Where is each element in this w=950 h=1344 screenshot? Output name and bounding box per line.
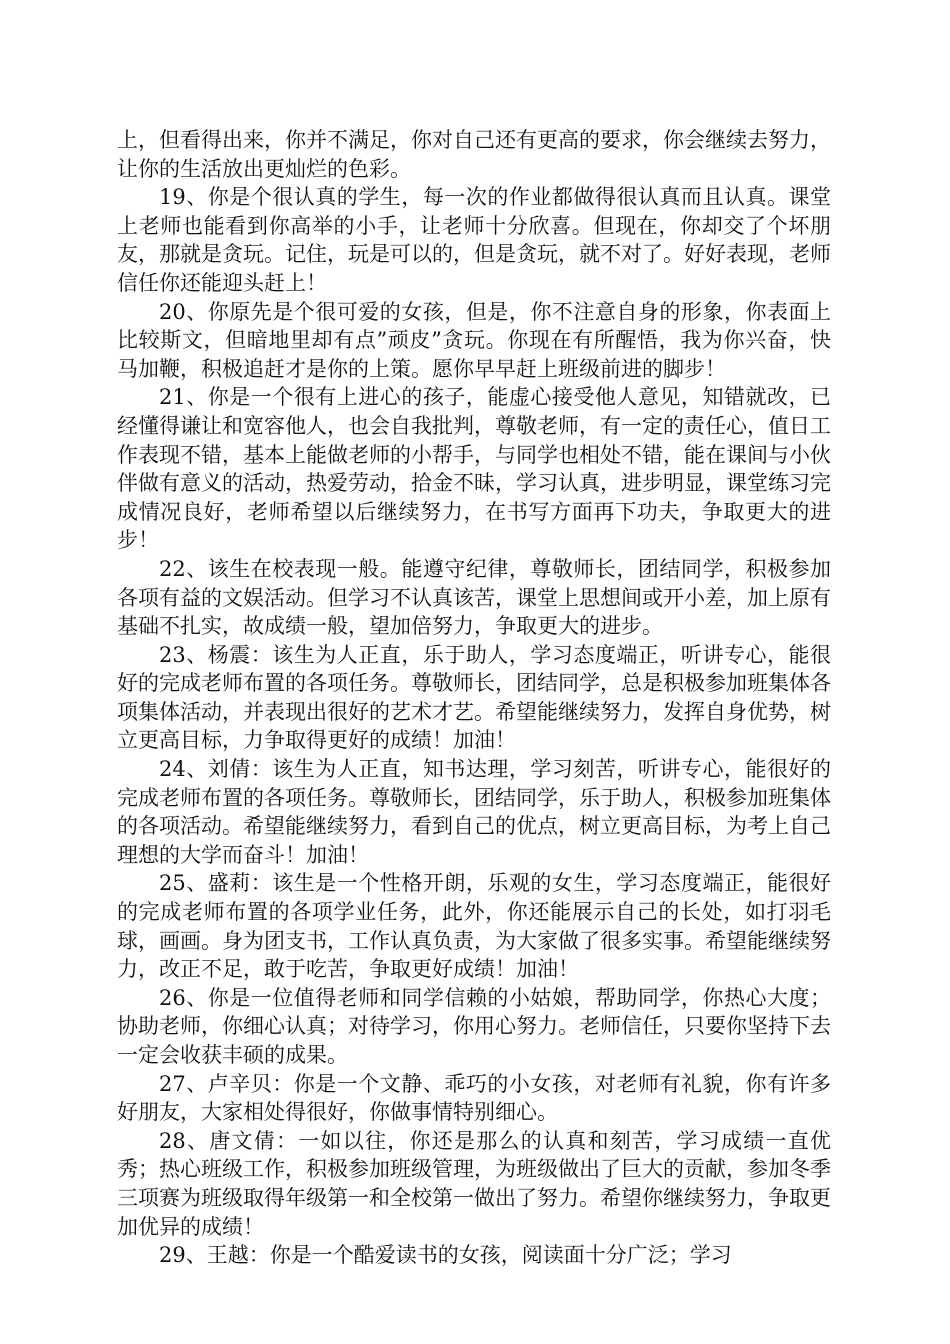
paragraph-22: 22、该生在校表现一般。能遵守纪律，尊敬师长，团结同学，积极参加各项有益的文娱活动。但学习不认真该苦，课堂上思想间或开小差，加上原有基础不扎实，故成绩一般，望加倍努力，争取更大的进步。 — [117, 556, 831, 639]
paragraph-27: 27、卢辛贝：你是一个文静、乖巧的小女孩，对老师有礼貌，你有许多好朋友，大家相处得很好，你做事情特别细心。 — [117, 1071, 831, 1125]
paragraph-25: 25、盛莉：该生是一个性格开朗，乐观的女生，学习态度端正，能很好的完成老师布置的各项学业任务，此外，你还能展示自己的长处，如打羽毛球，画画。身为团支书，工作认真负责，为大家做了很多实事。希望能继续努力，改正不足，敢于吃苦，争取更好成绩！加油！ — [117, 871, 831, 982]
paragraph-continued: 上，但看得出来，你并不满足，你对自己还有更高的要求，你会继续去努力，让你的生活放出更灿烂的色彩。 — [117, 128, 831, 181]
paragraph-20: 20、你原先是个很可爱的女孩，但是，你不注意自身的形象，你表面上比较斯文，但暗地里却有点”顽皮”贪玩。你现在有所醒悟，我为你兴奋，快马加鞭，积极追赶才是你的上策。愿你早早赶上班级前进的脚步！ — [117, 299, 831, 381]
paragraph-21: 21、你是一个很有上进心的孩子，能虚心接受他人意见，知错就改，已经懂得谦让和宽容他人，也会自我批判，尊敬老师，有一定的责任心，值日工作表现不错，基本上能做老师的小帮手，与同学也相处不错，能在课间与小伙伴做有意义的活动，热爱劳动，拾金不昧，学习认真，进步明显，课堂练习完成情况良好，老师希望以后继续努力，在书写方面再下功夫，争取更大的进步！ — [117, 385, 831, 553]
paragraph-28: 28、唐文倩：一如以往，你还是那么的认真和刻苦，学习成绩一直优秀；热心班级工作，积极参加班级管理，为班级做出了巨大的贡献，参加冬季三项赛为班级取得年级第一和全校第一做出了努力。希望你继续努力，争取更加优异的成绩！ — [117, 1128, 831, 1239]
paragraph-29: 29、王越：你是一个酷爱读书的女孩，阅读面十分广泛；学习 — [159, 1243, 732, 1268]
paragraph-23: 23、杨震：该生为人正直，乐于助人，学习态度端正，听讲专心，能很好的完成老师布置的各项任务。尊敬师长，团结同学，总是积极参加班集体各项集体活动，并表现出很好的艺术才艺。希望能继续努力，发挥自身优势，树立更高目标，力争取得更好的成绩！加油！ — [117, 642, 831, 753]
paragraph-24: 24、刘倩：该生为人正直，知书达理，学习刻苦，听讲专心，能很好的完成老师布置的各项任务。尊敬师长，团结同学，乐于助人，积极参加班集体的各项活动。希望能继续努力，看到自己的优点，树立更高目标，为考上自己理想的大学而奋斗！加油！ — [117, 757, 831, 867]
paragraph-26: 26、你是一位值得老师和同学信赖的小姑娘，帮助同学，你热心大度；协助老师，你细心认真；对待学习，你用心努力。老师信任，只要你坚持下去一定会收获丰硕的成果。 — [117, 985, 831, 1067]
document-body — [117, 126, 831, 1270]
paragraph-19: 19、你是个很认真的学生，每一次的作业都做得很认真而且认真。课堂上老师也能看到你高举的小手，让老师十分欣喜。但现在，你却交了个坏朋友，那就是贪玩。记住，玩是可以的，但是贪玩，就不对了。好好表现，老师信任你还能迎头赶上！ — [117, 185, 831, 295]
